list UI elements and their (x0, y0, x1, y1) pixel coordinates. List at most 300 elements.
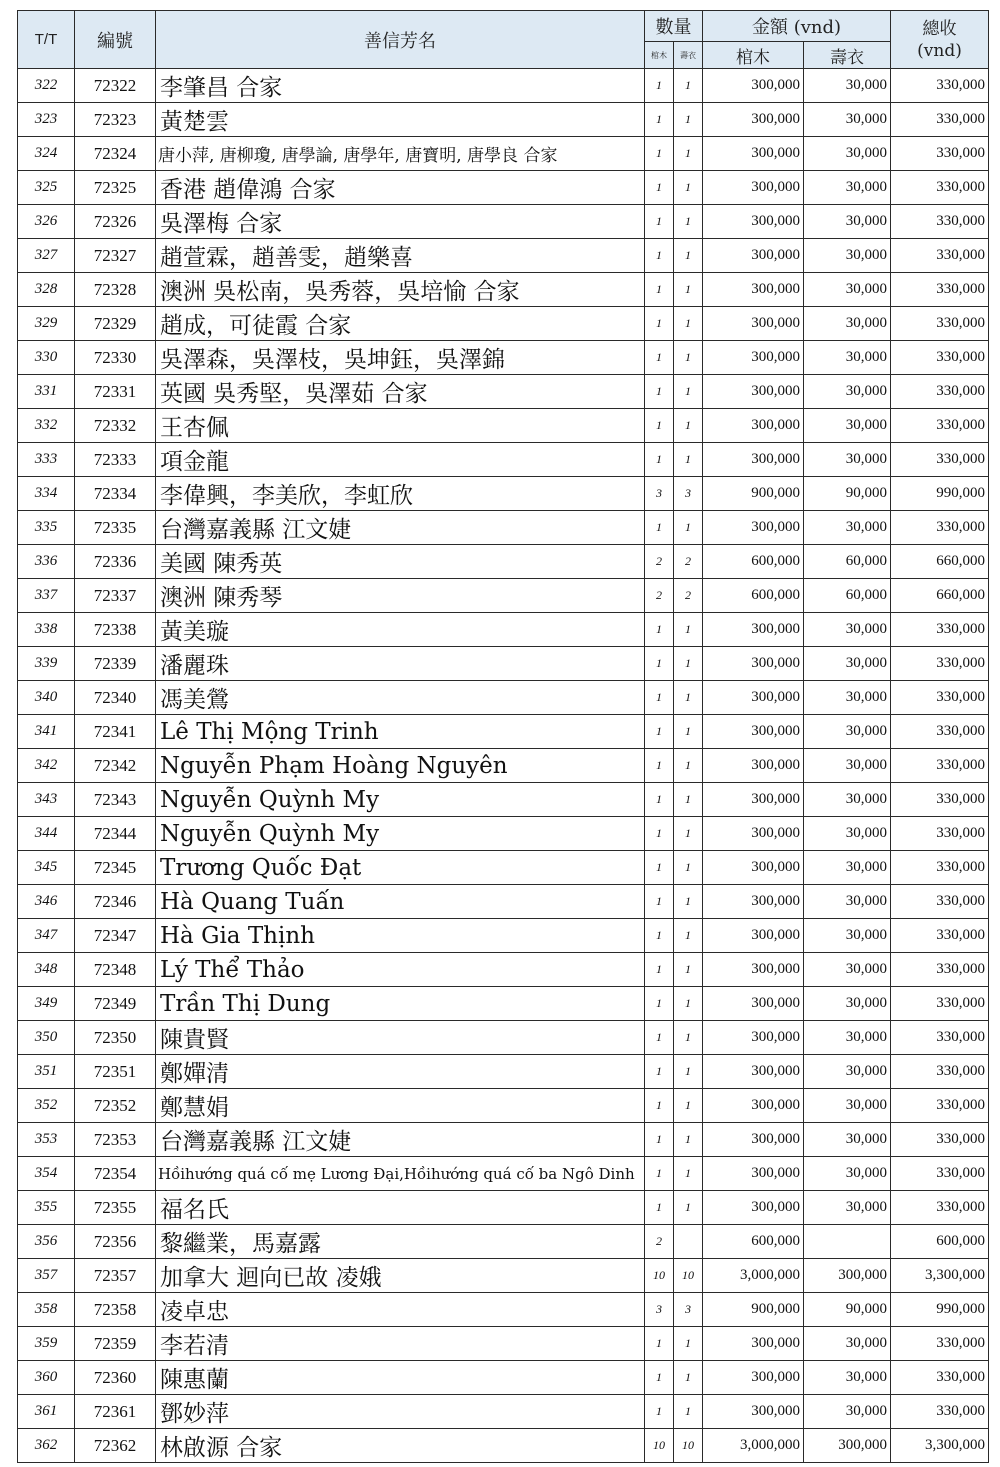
amount-total: 330,000 (891, 783, 989, 817)
table-row (18, 1157, 989, 1191)
qty-clothes: 1 (674, 239, 703, 273)
amount-total: 330,000 (891, 1191, 989, 1225)
amount-coffin: 300,000 (703, 409, 804, 443)
amount-total: 330,000 (891, 69, 989, 103)
amount-coffin: 3,000,000 (703, 1259, 804, 1293)
donor-name: 凌卓忠 (156, 1293, 645, 1327)
row-index: 325 (18, 171, 75, 205)
qty-clothes: 1 (674, 783, 703, 817)
row-index: 346 (18, 885, 75, 919)
amount-clothes: 30,000 (804, 919, 891, 953)
row-index: 345 (18, 851, 75, 885)
header-amount-clothes: 壽衣 (804, 42, 891, 69)
amount-coffin: 300,000 (703, 1089, 804, 1123)
amount-clothes: 30,000 (804, 715, 891, 749)
amount-clothes: 30,000 (804, 171, 891, 205)
amount-coffin: 300,000 (703, 1123, 804, 1157)
amount-clothes: 30,000 (804, 1327, 891, 1361)
table-row (18, 1225, 989, 1259)
row-index: 322 (18, 69, 75, 103)
amount-clothes: 30,000 (804, 783, 891, 817)
table-row (18, 1089, 989, 1123)
row-code: 72352 (75, 1089, 156, 1123)
row-code: 72328 (75, 273, 156, 307)
row-code: 72329 (75, 307, 156, 341)
row-index: 329 (18, 307, 75, 341)
qty-coffin: 1 (645, 1361, 674, 1395)
qty-coffin: 3 (645, 1293, 674, 1327)
donor-name: 林啟源 合家 (156, 1429, 645, 1463)
table-row (18, 307, 989, 341)
amount-clothes: 30,000 (804, 1361, 891, 1395)
amount-clothes: 30,000 (804, 647, 891, 681)
amount-clothes: 30,000 (804, 1157, 891, 1191)
qty-clothes: 1 (674, 851, 703, 885)
amount-clothes: 30,000 (804, 409, 891, 443)
qty-coffin: 1 (645, 443, 674, 477)
amount-total: 330,000 (891, 239, 989, 273)
amount-total: 990,000 (891, 477, 989, 511)
qty-clothes: 1 (674, 1123, 703, 1157)
header-total-unit: (vnd) (917, 40, 962, 61)
donor-name: 吳澤森，吳澤枝，吳坤鈺，吳澤錦 (156, 341, 645, 375)
table-row (18, 511, 989, 545)
amount-clothes: 30,000 (804, 1123, 891, 1157)
donor-name: 鄭嬋清 (156, 1055, 645, 1089)
amount-clothes: 60,000 (804, 545, 891, 579)
qty-coffin: 1 (645, 1327, 674, 1361)
header-total (891, 11, 989, 69)
amount-clothes: 30,000 (804, 851, 891, 885)
amount-coffin: 3,000,000 (703, 1429, 804, 1463)
amount-clothes: 90,000 (804, 1293, 891, 1327)
row-index: 361 (18, 1395, 75, 1429)
table-row (18, 1361, 989, 1395)
donor-name: 馮美鶯 (156, 681, 645, 715)
row-index: 350 (18, 1021, 75, 1055)
qty-coffin: 1 (645, 375, 674, 409)
donor-name: 王杏佩 (156, 409, 645, 443)
row-index: 357 (18, 1259, 75, 1293)
table-row (18, 1395, 989, 1429)
amount-total: 330,000 (891, 987, 989, 1021)
amount-clothes: 30,000 (804, 1191, 891, 1225)
donor-name: Lê Thị Mộng Trinh (156, 715, 645, 749)
amount-coffin: 300,000 (703, 919, 804, 953)
row-code: 72347 (75, 919, 156, 953)
row-code: 72349 (75, 987, 156, 1021)
qty-clothes: 1 (674, 103, 703, 137)
amount-total: 330,000 (891, 647, 989, 681)
amount-clothes: 30,000 (804, 1089, 891, 1123)
table-row (18, 851, 989, 885)
qty-coffin: 1 (645, 69, 674, 103)
qty-coffin: 1 (645, 987, 674, 1021)
donor-name: 加拿大 迴向已故 凌娥 (156, 1259, 645, 1293)
donor-name: Nguyễn Phạm Hoàng Nguyên (156, 749, 645, 783)
donor-name: 鄭慧娟 (156, 1089, 645, 1123)
qty-coffin: 3 (645, 477, 674, 511)
qty-clothes: 1 (674, 1055, 703, 1089)
row-index: 337 (18, 579, 75, 613)
qty-clothes: 1 (674, 171, 703, 205)
amount-clothes: 30,000 (804, 613, 891, 647)
qty-clothes: 1 (674, 1327, 703, 1361)
amount-coffin: 300,000 (703, 205, 804, 239)
row-index: 342 (18, 749, 75, 783)
amount-total: 330,000 (891, 851, 989, 885)
amount-total: 600,000 (891, 1225, 989, 1259)
qty-coffin: 1 (645, 783, 674, 817)
amount-total: 330,000 (891, 1361, 989, 1395)
row-index: 339 (18, 647, 75, 681)
amount-coffin: 300,000 (703, 1055, 804, 1089)
table-row (18, 375, 989, 409)
amount-clothes: 30,000 (804, 103, 891, 137)
table-row (18, 477, 989, 511)
donor-name: 陳貴賢 (156, 1021, 645, 1055)
table-body (18, 69, 989, 1463)
table-row (18, 1055, 989, 1089)
donor-name: Hồihướng quá cố mẹ Lương Đại,Hồihướng quá cố ba Ngô Dinh (156, 1157, 645, 1191)
amount-coffin: 300,000 (703, 341, 804, 375)
qty-clothes (674, 1225, 703, 1259)
qty-clothes: 3 (674, 1293, 703, 1327)
qty-coffin: 1 (645, 715, 674, 749)
amount-total: 330,000 (891, 1021, 989, 1055)
row-code: 72356 (75, 1225, 156, 1259)
donor-name: 陳惠蘭 (156, 1361, 645, 1395)
table-row (18, 341, 989, 375)
qty-clothes: 1 (674, 817, 703, 851)
table-row (18, 613, 989, 647)
donor-name: 香港 趙偉鴻 合家 (156, 171, 645, 205)
donor-name: 潘麗珠 (156, 647, 645, 681)
qty-coffin: 1 (645, 1395, 674, 1429)
qty-coffin: 1 (645, 953, 674, 987)
amount-total: 330,000 (891, 1327, 989, 1361)
header-qty-coffin: 棺木 (645, 42, 674, 69)
row-index: 340 (18, 681, 75, 715)
amount-coffin: 300,000 (703, 375, 804, 409)
amount-coffin: 300,000 (703, 511, 804, 545)
amount-clothes: 30,000 (804, 1395, 891, 1429)
qty-coffin: 1 (645, 341, 674, 375)
donor-name: Hà Gia Thịnh (156, 919, 645, 953)
qty-coffin: 1 (645, 1191, 674, 1225)
row-code: 72337 (75, 579, 156, 613)
amount-coffin: 300,000 (703, 953, 804, 987)
row-index: 327 (18, 239, 75, 273)
row-index: 348 (18, 953, 75, 987)
qty-clothes: 1 (674, 307, 703, 341)
amount-coffin: 300,000 (703, 749, 804, 783)
amount-clothes: 30,000 (804, 511, 891, 545)
amount-total: 3,300,000 (891, 1429, 989, 1463)
donor-name: 黎繼業，馬嘉露 (156, 1225, 645, 1259)
table-row (18, 171, 989, 205)
donor-name: 英國 吳秀堅，吳澤茹 合家 (156, 375, 645, 409)
row-index: 356 (18, 1225, 75, 1259)
table-row (18, 681, 989, 715)
amount-total: 330,000 (891, 681, 989, 715)
table-row (18, 545, 989, 579)
amount-total: 330,000 (891, 137, 989, 171)
amount-coffin: 300,000 (703, 307, 804, 341)
amount-clothes: 90,000 (804, 477, 891, 511)
row-index: 355 (18, 1191, 75, 1225)
amount-coffin: 300,000 (703, 69, 804, 103)
amount-coffin: 300,000 (703, 647, 804, 681)
header-total-label: 總收 (922, 18, 957, 39)
qty-clothes: 1 (674, 749, 703, 783)
qty-coffin: 1 (645, 851, 674, 885)
table-row (18, 1259, 989, 1293)
qty-coffin: 1 (645, 681, 674, 715)
table-row (18, 749, 989, 783)
row-code: 72362 (75, 1429, 156, 1463)
qty-clothes: 2 (674, 579, 703, 613)
row-index: 347 (18, 919, 75, 953)
amount-clothes: 30,000 (804, 205, 891, 239)
amount-total: 330,000 (891, 341, 989, 375)
qty-clothes: 1 (674, 409, 703, 443)
row-code: 72343 (75, 783, 156, 817)
qty-clothes: 1 (674, 987, 703, 1021)
amount-coffin: 300,000 (703, 1361, 804, 1395)
row-code: 72332 (75, 409, 156, 443)
qty-clothes: 1 (674, 1157, 703, 1191)
table-row (18, 273, 989, 307)
donor-name: 項金龍 (156, 443, 645, 477)
qty-clothes: 1 (674, 273, 703, 307)
qty-coffin: 1 (645, 885, 674, 919)
qty-coffin: 1 (645, 273, 674, 307)
row-index: 353 (18, 1123, 75, 1157)
row-index: 328 (18, 273, 75, 307)
qty-clothes: 2 (674, 545, 703, 579)
row-code: 72348 (75, 953, 156, 987)
qty-coffin: 1 (645, 613, 674, 647)
table-row (18, 103, 989, 137)
qty-clothes: 1 (674, 715, 703, 749)
amount-total: 330,000 (891, 103, 989, 137)
qty-coffin: 10 (645, 1259, 674, 1293)
donor-name: 唐小萍, 唐柳瓊, 唐學論, 唐學年, 唐寶明, 唐學良 合家 (156, 137, 645, 171)
donor-name: 美國 陳秀英 (156, 545, 645, 579)
amount-coffin: 300,000 (703, 885, 804, 919)
row-index: 359 (18, 1327, 75, 1361)
table-row (18, 647, 989, 681)
amount-clothes: 30,000 (804, 239, 891, 273)
row-code: 72351 (75, 1055, 156, 1089)
row-index: 333 (18, 443, 75, 477)
table-row (18, 783, 989, 817)
qty-clothes: 1 (674, 511, 703, 545)
qty-coffin: 1 (645, 817, 674, 851)
qty-coffin: 1 (645, 919, 674, 953)
row-code: 72323 (75, 103, 156, 137)
row-code: 72330 (75, 341, 156, 375)
row-index: 335 (18, 511, 75, 545)
qty-coffin: 1 (645, 511, 674, 545)
qty-coffin: 2 (645, 579, 674, 613)
donor-name: 趙萱霖，趙善雯，趙樂喜 (156, 239, 645, 273)
amount-total: 660,000 (891, 545, 989, 579)
qty-clothes: 1 (674, 1395, 703, 1429)
row-index: 358 (18, 1293, 75, 1327)
donor-name: 台灣嘉義縣 江文婕 (156, 511, 645, 545)
header-tt: T/T (18, 11, 75, 69)
donor-name: 台灣嘉義縣 江文婕 (156, 1123, 645, 1157)
header-code: 編號 (75, 11, 156, 69)
amount-coffin: 300,000 (703, 987, 804, 1021)
amount-clothes: 30,000 (804, 987, 891, 1021)
row-index: 344 (18, 817, 75, 851)
amount-total: 330,000 (891, 953, 989, 987)
donor-name: 澳洲 陳秀琴 (156, 579, 645, 613)
amount-clothes: 30,000 (804, 307, 891, 341)
amount-total: 330,000 (891, 307, 989, 341)
amount-clothes: 300,000 (804, 1429, 891, 1463)
qty-clothes: 1 (674, 205, 703, 239)
table-row (18, 137, 989, 171)
amount-total: 3,300,000 (891, 1259, 989, 1293)
amount-total: 330,000 (891, 1055, 989, 1089)
amount-coffin: 300,000 (703, 1327, 804, 1361)
donor-name: 澳洲 吳松南，吳秀蓉，吳培愉 合家 (156, 273, 645, 307)
amount-coffin: 300,000 (703, 171, 804, 205)
amount-total: 660,000 (891, 579, 989, 613)
qty-coffin: 1 (645, 647, 674, 681)
amount-clothes: 30,000 (804, 1055, 891, 1089)
table-row (18, 817, 989, 851)
donor-name: Lý Thể Thảo (156, 953, 645, 987)
amount-coffin: 900,000 (703, 1293, 804, 1327)
amount-coffin: 300,000 (703, 239, 804, 273)
qty-coffin: 1 (645, 103, 674, 137)
row-code: 72357 (75, 1259, 156, 1293)
amount-total: 330,000 (891, 749, 989, 783)
amount-coffin: 300,000 (703, 1021, 804, 1055)
qty-coffin: 1 (645, 239, 674, 273)
row-index: 352 (18, 1089, 75, 1123)
table-row (18, 919, 989, 953)
qty-coffin: 1 (645, 1089, 674, 1123)
amount-clothes: 30,000 (804, 375, 891, 409)
qty-clothes: 1 (674, 1191, 703, 1225)
qty-clothes: 3 (674, 477, 703, 511)
row-index: 336 (18, 545, 75, 579)
table-row (18, 1429, 989, 1463)
amount-total: 330,000 (891, 1157, 989, 1191)
amount-coffin: 300,000 (703, 613, 804, 647)
amount-total: 330,000 (891, 613, 989, 647)
donor-name: 鄧妙萍 (156, 1395, 645, 1429)
row-index: 343 (18, 783, 75, 817)
table-row (18, 579, 989, 613)
row-index: 362 (18, 1429, 75, 1463)
table-row (18, 1327, 989, 1361)
header-amount-coffin: 棺木 (703, 42, 804, 69)
amount-total: 330,000 (891, 1089, 989, 1123)
qty-clothes: 1 (674, 1361, 703, 1395)
amount-total: 330,000 (891, 171, 989, 205)
row-code: 72339 (75, 647, 156, 681)
row-code: 72344 (75, 817, 156, 851)
table-row (18, 715, 989, 749)
amount-total: 330,000 (891, 1123, 989, 1157)
qty-coffin: 1 (645, 409, 674, 443)
amount-clothes: 30,000 (804, 443, 891, 477)
donor-name: Hà Quang Tuấn (156, 885, 645, 919)
donation-table (17, 10, 989, 1463)
row-code: 72341 (75, 715, 156, 749)
donor-name: 黃美璇 (156, 613, 645, 647)
amount-clothes: 30,000 (804, 69, 891, 103)
row-index: 338 (18, 613, 75, 647)
qty-clothes: 1 (674, 69, 703, 103)
qty-coffin: 1 (645, 749, 674, 783)
qty-coffin: 1 (645, 1021, 674, 1055)
row-code: 72324 (75, 137, 156, 171)
amount-clothes: 30,000 (804, 749, 891, 783)
qty-coffin: 1 (645, 307, 674, 341)
amount-coffin: 300,000 (703, 783, 804, 817)
qty-coffin: 10 (645, 1429, 674, 1463)
amount-total: 990,000 (891, 1293, 989, 1327)
amount-total: 330,000 (891, 443, 989, 477)
donor-name: Nguyễn Quỳnh My (156, 817, 645, 851)
row-code: 72325 (75, 171, 156, 205)
qty-clothes: 1 (674, 1089, 703, 1123)
amount-clothes: 30,000 (804, 817, 891, 851)
amount-clothes (804, 1225, 891, 1259)
qty-coffin: 2 (645, 545, 674, 579)
row-code: 72354 (75, 1157, 156, 1191)
qty-clothes: 1 (674, 443, 703, 477)
amount-clothes: 30,000 (804, 681, 891, 715)
amount-coffin: 300,000 (703, 273, 804, 307)
qty-coffin: 1 (645, 205, 674, 239)
row-index: 330 (18, 341, 75, 375)
amount-total: 330,000 (891, 511, 989, 545)
amount-total: 330,000 (891, 409, 989, 443)
table-row (18, 205, 989, 239)
row-code: 72334 (75, 477, 156, 511)
donor-name: 李肇昌 合家 (156, 69, 645, 103)
amount-clothes: 30,000 (804, 137, 891, 171)
table-row (18, 987, 989, 1021)
amount-total: 330,000 (891, 375, 989, 409)
header-quantity: 數量 (645, 11, 703, 42)
amount-coffin: 300,000 (703, 1191, 804, 1225)
row-code: 72333 (75, 443, 156, 477)
qty-clothes: 10 (674, 1429, 703, 1463)
row-index: 332 (18, 409, 75, 443)
amount-coffin: 300,000 (703, 715, 804, 749)
amount-total: 330,000 (891, 817, 989, 851)
qty-clothes: 1 (674, 647, 703, 681)
table-row (18, 443, 989, 477)
amount-coffin: 600,000 (703, 545, 804, 579)
row-code: 72338 (75, 613, 156, 647)
row-code: 72361 (75, 1395, 156, 1429)
header-amount: 金額 (vnd) (703, 11, 891, 42)
table-row (18, 1123, 989, 1157)
row-code: 72327 (75, 239, 156, 273)
amount-coffin: 600,000 (703, 1225, 804, 1259)
